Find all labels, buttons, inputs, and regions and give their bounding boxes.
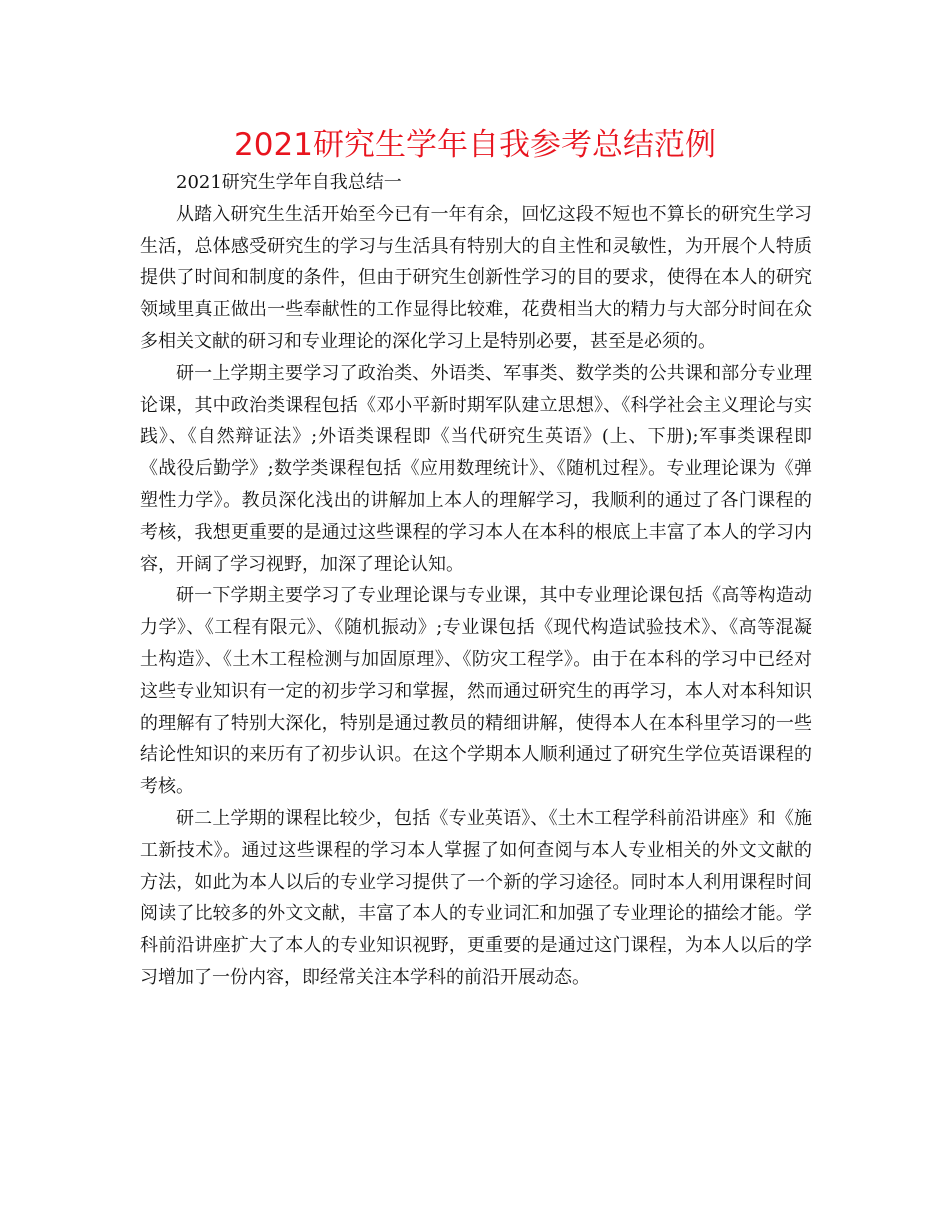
document-body <box>140 167 812 994</box>
paragraph-2: 研一上学期主要学习了政治类、外语类、军事类、数学类的公共课和部分专业理论课，其中政治类课程包括《邓小平新时期军队建立思想》、《科学社会主义理论与实践》、《自然辩证法》;外语类课程即《当代研究生英语》(上、下册);军事类课程即《战役后勤学》;数学类课程包括《应用数理统计》、《随机过程》。专业理论课为《弹塑性力学》。教员深化浅出的讲解加上本人的理解学习，我顺利的通过了各门课程的考核，我想更重要的是通过这些课程的学习本人在本科的根底上丰富了本人的学习内容，开阔了学习视野，加深了理论认知。 <box>140 362 812 575</box>
paragraph-1: 从踏入研究生生活开始至今已有一年有余，回忆这段不短也不算长的研究生学习生活，总体感受研究生的学习与生活具有特别大的自主性和灵敏性，为开展个人特质提供了时间和制度的条件，但由于研究生创新性学习的目的要求，使得在本人的研究领域里真正做出一些奉献性的工作显得比较难，花费相当大的精力与大部分时间在众多相关文献的研习和专业理论的深化学习上是特别必要，甚至是必须的。 <box>140 203 812 352</box>
paragraph-3: 研一下学期主要学习了专业理论课与专业课，其中专业理论课包括《高等构造动力学》、《工程有限元》、《随机振动》;专业课包括《现代构造试验技术》、《高等混凝土构造》、《土木工程检测与加固原理》、《防灾工程学》。由于在本科的学习中已经对这些专业知识有一定的初步学习和掌握，然而通过研究生的再学习，本人对本科知识的理解有了特别大深化，特别是通过教员的精细讲解，使得本人在本科里学习的一些结论性知识的来历有了初步认识。在这个学期本人顺利通过了研究生学位英语课程的考核。 <box>140 585 812 798</box>
paragraph-4: 研二上学期的课程比较少，包括《专业英语》、《土木工程学科前沿讲座》和《施工新技术》。通过这些课程的学习本人掌握了如何查阅与本人专业相关的外文文献的方法，如此为本人以后的专业学习提供了一个新的学习途径。同时本人利用课程时间阅读了比较多的外文文献，丰富了本人的专业词汇和加强了专业理论的描绘才能。学科前沿讲座扩大了本人的专业知识视野，更重要的是通过这门课程，为本人以后的学习增加了一份内容，即经常关注本学科的前沿开展动态。 <box>140 807 812 988</box>
document-title: 2021研究生学年自我参考总结范例 <box>234 127 716 163</box>
subheading: 2021研究生学年自我总结一 <box>176 172 402 193</box>
